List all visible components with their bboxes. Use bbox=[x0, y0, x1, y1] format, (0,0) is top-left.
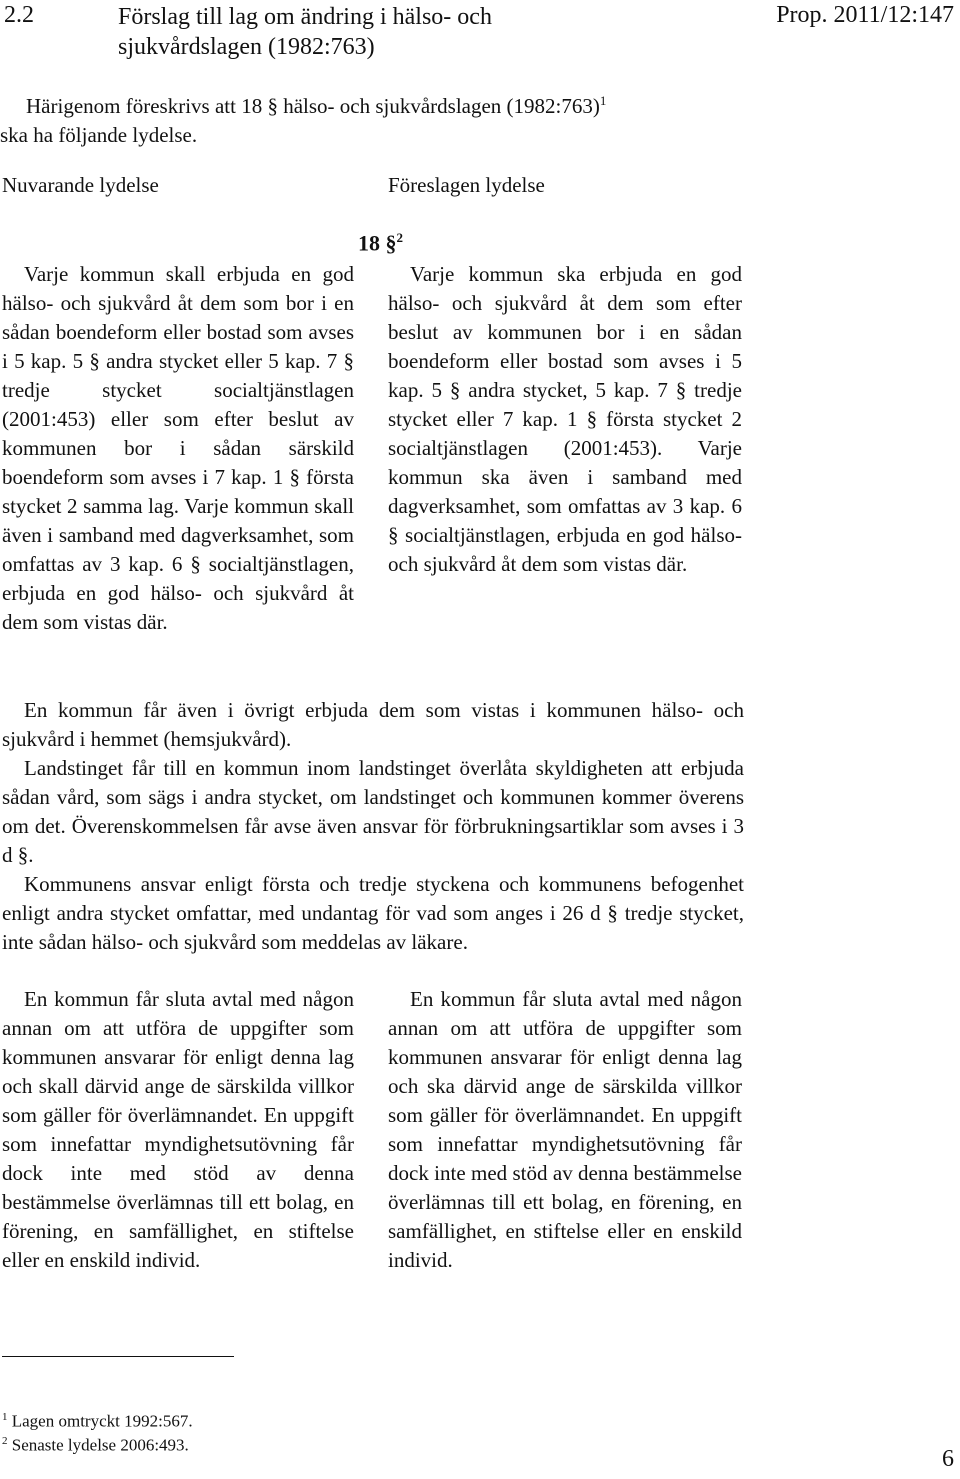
current-text-block-1 bbox=[2, 260, 354, 637]
proposed-text-block-2 bbox=[388, 985, 742, 1275]
shared-paragraph-2: Landstinget får till en kommun inom landstinget överlåta skyldigheten att erbjuda sådan vård, som sägs i andra stycket, om landstinget och kommunen kommer överens om det. Överenskommelsen får avse även ansvar för förbrukningsartiklar som avses i 3 d §. bbox=[2, 756, 744, 867]
proposed-paragraph-2: En kommun får sluta avtal med någon annan om att utföra de uppgifter som kommunen ansvarar för enligt denna lag och ska därvid ange de särskilda villkor som gäller för överlämnandet. En uppgift som innefattar myndighetsutövning får dock inte med stöd av denna bestämmelse överlämnas till ett bolag, en förening, en samfällighet, en stiftelse eller en enskild individ. bbox=[388, 987, 742, 1272]
footnote-2-text: Senaste lydelse 2006:493. bbox=[11, 1435, 189, 1455]
column-title-current: Nuvarande lydelse bbox=[2, 173, 159, 197]
footnote-1 bbox=[2, 1406, 193, 1433]
current-text-block-2 bbox=[2, 985, 354, 1275]
column-title-proposed: Föreslagen lydelse bbox=[388, 173, 545, 197]
footnote-1-text: Lagen omtryckt 1992:567. bbox=[11, 1411, 193, 1431]
current-paragraph-2: En kommun får sluta avtal med någon annan om att utföra de uppgifter som kommunen ansvarar för enligt denna lag och skall därvid ange de särskilda villkor som gäller för överlämnandet. En uppgift som innefattar myndighetsutövning får dock inte med stöd av denna bestämmelse överlämnas till ett bolag, en förening, en samfällighet, en stiftelse eller en enskild individ. bbox=[2, 987, 354, 1272]
footnote-divider bbox=[2, 1356, 234, 1357]
current-paragraph-1: Varje kommun skall erbjuda en god hälso- och sjukvård åt dem som bor i en sådan boendeform eller bostad som avses i 5 kap. 5 § andra stycket eller 5 kap. 7 § tredje stycket socialtjänstlagen (2001:453) eller som efter beslut av kommunen bor i sådan särskild boendeform som avses i 7 kap. 1 § första stycket 2 samma lag. Varje kommun skall även i samband med dagverksamhet, som omfattas av 3 kap. 6 § socialtjänstlagen, erbjuda en god hälso- och sjukvård åt dem som vistas där. bbox=[2, 262, 354, 634]
section-label: 18 § bbox=[358, 230, 397, 256]
footnote-1-number: 1 bbox=[2, 1411, 8, 1423]
proposed-paragraph-1: Varje kommun ska erbjuda en god hälso- och sjukvård åt dem som efter beslut av kommunen bor i en sådan boendeform eller bostad som avses i 5 kap. 5 § andra stycket, 5 kap. 7 § tredje stycket eller 7 kap. 1 § första stycket 2 socialtjänstlagen (2001:453). Varje kommun ska även i samband med dagverksamhet, som omfattas av 3 kap. 6 § socialtjänstlagen, erbjuda en god hälso- och sjukvård åt dem som vistas där. bbox=[388, 262, 742, 576]
footnote-2-number: 2 bbox=[2, 1435, 8, 1447]
page-number: 6 bbox=[942, 1446, 954, 1472]
footnote-ref-1: 1 bbox=[599, 93, 607, 108]
heading-number: 2.2 bbox=[4, 2, 34, 28]
footnote-2 bbox=[2, 1430, 189, 1457]
shared-text-block bbox=[2, 696, 744, 957]
intro-continuation: ska ha följande lydelse. bbox=[0, 123, 198, 147]
intro-text: Härigenom föreskrivs att 18 § hälso- och sjukvårdslagen (1982:763) bbox=[26, 94, 600, 118]
intro-paragraph bbox=[0, 86, 746, 150]
footnote-ref-2: 2 bbox=[396, 230, 403, 245]
shared-paragraph-1: En kommun får även i övrigt erbjuda dem som vistas i kommunen hälso- och sjukvård i hemmet (hemsjukvård). bbox=[2, 698, 744, 751]
shared-paragraph-3: Kommunens ansvar enligt första och tredje styckena och kommunens befogenhet enligt andra stycket omfattar, med undantag för vad som anges i 26 d § tredje stycket, inte sådan hälso- och sjukvård som meddelas av läkare. bbox=[2, 872, 744, 954]
proposition-reference: Prop. 2011/12:147 bbox=[776, 2, 954, 28]
proposed-text-block-1 bbox=[388, 260, 742, 579]
section-heading bbox=[358, 230, 403, 256]
heading-title: Förslag till lag om ändring i hälso- och sjukvårdslagen (1982:763) bbox=[118, 4, 492, 60]
